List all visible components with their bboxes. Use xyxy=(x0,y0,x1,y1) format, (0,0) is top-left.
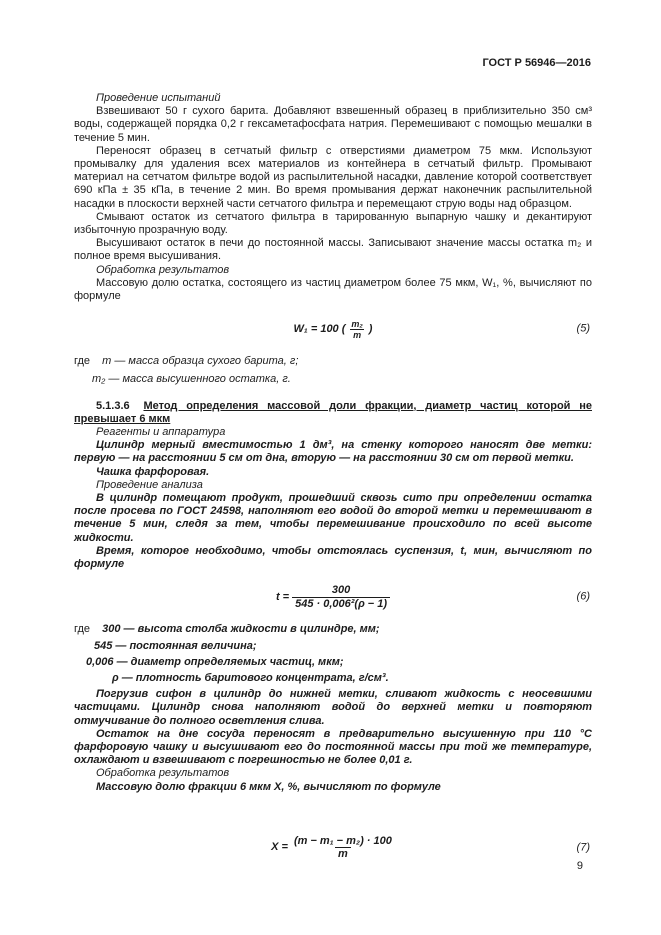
formula-6-where-line-3: 0,006 — диаметр определяемых частиц, мкм; xyxy=(86,655,344,668)
document-number: ГОСТ Р 56946—2016 xyxy=(482,57,591,69)
section-heading-5-1-3-6 xyxy=(74,400,592,426)
formula-6-fraction xyxy=(292,584,390,610)
formula-6-denominator: 545 · 0,006²(ρ − 1) xyxy=(292,597,390,611)
paragraph-residue: Остаток на дне сосуда переносят в предварительно высушенную при 110 °С фарфоровую чашку и высушивают его до постоянной массы при той же температуре, охлаждают и взвешивают с погрешностью не более 0,01 г. xyxy=(74,727,592,767)
subsection-title-reagents: Реагенты и аппаратура xyxy=(96,426,226,439)
formula-5-number: (5) xyxy=(576,322,590,335)
formula-6-lhs: t = xyxy=(275,590,290,603)
paragraph-transfer: Переносят образец в сетчатый фильтр с отверстиями диаметром 75 мкм. Используют промывалку для удаления всех материалов из контейнера в сетчатый фильтр. Промывают материал на сетчатом фильтре водой из распылительной насадки, давление которой соответствует 690 кПа ± 35 кПа, в течение 2 мин. Во время промывания держат наконечник распылительной насадки в плоскости верхней части сетчатого фильтра и перемещают струю воды над образцом. xyxy=(74,144,592,210)
paragraph-mass-fraction-75: Массовую долю остатка, состоящего из частиц диаметром более 75 мкм, W₁, %, вычисляют по формуле xyxy=(74,276,592,303)
formula-5-block xyxy=(74,315,592,343)
formula-5-lhs: W₁ = 100 xyxy=(293,322,339,335)
formula-6-number: (6) xyxy=(576,590,590,603)
formula-5-close-paren: ) xyxy=(368,322,373,335)
subsection-title-results-2: Обработка результатов xyxy=(96,767,230,780)
formula-7 xyxy=(271,835,395,861)
formula-5-open-paren: ( xyxy=(341,322,346,335)
formula-5-where-def-1: m — масса образца сухого барита, г; xyxy=(102,355,299,368)
formula-5-where-line-1 xyxy=(74,355,592,368)
formula-6-numerator: 300 xyxy=(331,584,351,597)
formula-6-where-line-4: ρ — плотность баритового концентрата, г/см³. xyxy=(112,671,389,684)
formula-7-denominator: m xyxy=(335,847,351,861)
where-intro-1: где xyxy=(74,355,91,368)
formula-5-denominator: m xyxy=(350,329,364,340)
formula-6 xyxy=(276,584,390,610)
formula-5-fraction xyxy=(348,319,365,340)
paragraph-mass-fraction-6: Массовую долю фракции 6 мкм X, %, вычисляют по формуле xyxy=(96,780,441,793)
formula-5-numerator: m₂ xyxy=(351,318,363,329)
formula-7-block xyxy=(74,834,592,862)
subsection-title-test-procedure: Проведение испытаний xyxy=(96,92,221,104)
formula-5 xyxy=(294,319,373,340)
paragraph-weigh: Взвешивают 50 г сухого барита. Добавляют взвешенный образец в приблизительно 350 см³ воды, содержащей порядка 0,2 г гексаметафосфата натрия. Перемешивают с помощью мешалки в течение 5 мин. xyxy=(74,105,592,144)
paragraph-rinse: Смывают остаток из сетчатого фильтра в тарированную выпарную чашку и декантируют избыточную прозрачную воду. xyxy=(74,210,592,237)
formula-6-where-line-2: 545 — постоянная величина; xyxy=(94,639,257,652)
formula-7-number: (7) xyxy=(576,841,590,854)
section-title: Метод определения массовой доли фракции, диаметр частиц которой не превышает 6 мкм xyxy=(74,399,592,425)
formula-7-fraction xyxy=(291,835,395,861)
formula-6-block xyxy=(74,583,592,611)
formula-5-where-list xyxy=(74,355,592,386)
formula-6-where-list xyxy=(74,623,592,685)
paragraph-fill: В цилиндр помещают продукт, прошедший сквозь сито при определении остатка после просева по ГОСТ 24598, наполняют его водой до второй метки и перемешивают в течение 5 мин, следя за тем, чтобы перемешивание происходило по всей высоте жидкости. xyxy=(74,492,592,544)
paragraph-cup: Чашка фарфоровая. xyxy=(96,465,210,478)
formula-6-where-line-1 xyxy=(74,623,592,636)
where-intro-2: где xyxy=(74,623,91,636)
paragraph-siphon: Погрузив сифон в цилиндр до нижней метки, сливают жидкость с неосевшими частицами. Цилиндр снова наполняют водой до верхней метки и повторяют отмучивание до полного осветления слива. xyxy=(74,688,592,727)
paragraph-dry: Высушивают остаток в печи до постоянной массы. Записывают значение массы остатка m₂ и полное время высушивания. xyxy=(74,237,592,263)
page-header xyxy=(74,57,591,70)
subsection-title-results-1: Обработка результатов xyxy=(96,263,230,276)
section-number: 5.1.3.6 xyxy=(96,399,130,412)
paragraph-time: Время, которое необходимо, чтобы отстоялась суспензия, t, мин, вычисляют по формуле xyxy=(74,544,592,571)
formula-5-where-line-2: m₂ — масса высушенного остатка, г. xyxy=(92,373,291,386)
formula-6-where-def-1: 300 — высота столба жидкости в цилиндре, мм; xyxy=(102,623,380,636)
document-content xyxy=(74,92,592,874)
formula-7-numerator: (m − m₁ − m₂) · 100 xyxy=(293,834,392,847)
subsection-title-analysis: Проведение анализа xyxy=(96,478,203,491)
formula-7-lhs: X = xyxy=(271,841,288,854)
paragraph-cylinder: Цилиндр мерный вместимостью 1 дм³, на стенку которого наносят две метки: первую — на расстоянии 5 см от дна, вторую — на расстоянии 30 см от первой метки. xyxy=(74,439,592,465)
page-number: 9 xyxy=(576,860,583,872)
